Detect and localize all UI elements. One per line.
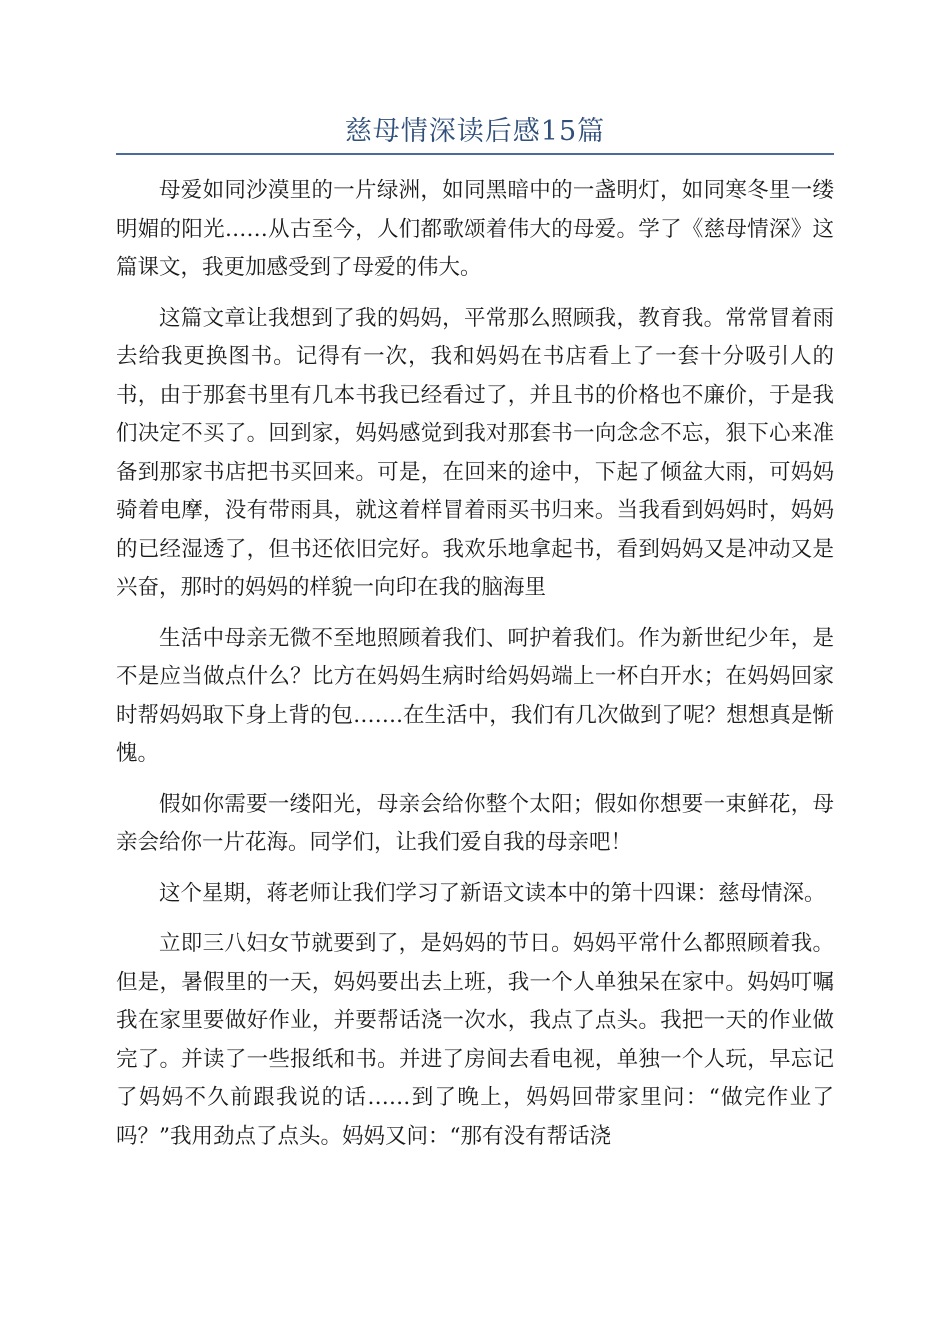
paragraph-4: 假如你需要一缕阳光，母亲会给你整个太阳；假如你想要一束鲜花，母亲会给你一片花海。同学们，让我们爱自我的母亲吧！ — [116, 791, 834, 855]
document-body — [116, 172, 834, 1168]
paragraph-2: 这篇文章让我想到了我的妈妈，平常那么照顾我，教育我。常常冒着雨去给我更换图书。记得有一次，我和妈妈在书店看上了一套十分吸引人的书，由于那套书里有几本书我已经看过了，并且书的价格也不廉价，于是我们决定不买了。回到家，妈妈感觉到我对那套书一向念念不忘，狠下心来准备到那家书店把书买回来。可是，在回来的途中，下起了倾盆大雨，可妈妈骑着电摩，没有带雨具，就这着样冒着雨买书归来。当我看到妈妈时，妈妈的已经湿透了，但书还依旧完好。我欢乐地拿起书，看到妈妈又是冲动又是兴奋，那时的妈妈的样貌一向印在我的脑海里 — [116, 305, 834, 600]
document-title: 慈母情深读后感15篇 — [344, 116, 606, 147]
title-underline — [116, 153, 834, 155]
paragraph-3: 生活中母亲无微不至地照顾着我们、呵护着我们。作为新世纪少年，是不是应当做点什么？比方在妈妈生病时给妈妈端上一杯白开水；在妈妈回家时帮妈妈取下身上背的包…….在生活中，我们有几次做到了呢？想想真是惭愧。 — [116, 625, 834, 766]
paragraph-6: 立即三八妇女节就要到了，是妈妈的节日。妈妈平常什么都照顾着我。但是，暑假里的一天，妈妈要出去上班，我一个人单独呆在家中。妈妈叮嘱我在家里要做好作业，并要帮话浇一次水，我点了点头。我把一天的作业做完了。并读了一些报纸和书。并进了房间去看电视，单独一个人玩，早忘记了妈妈不久前跟我说的话……到了晚上，妈妈回带家里问：“做完作业了吗？”我用劲点了点头。妈妈又问：“那有没有帮话浇 — [116, 931, 834, 1149]
paragraph-1: 母爱如同沙漠里的一片绿洲，如同黑暗中的一盏明灯，如同寒冬里一缕明媚的阳光……从古至今，人们都歌颂着伟大的母爱。学了《慈母情深》这篇课文，我更加感受到了母爱的伟大。 — [116, 178, 834, 280]
paragraph-5: 这个星期，蒋老师让我们学习了新语文读本中的第十四课：慈母情深。 — [159, 880, 826, 906]
